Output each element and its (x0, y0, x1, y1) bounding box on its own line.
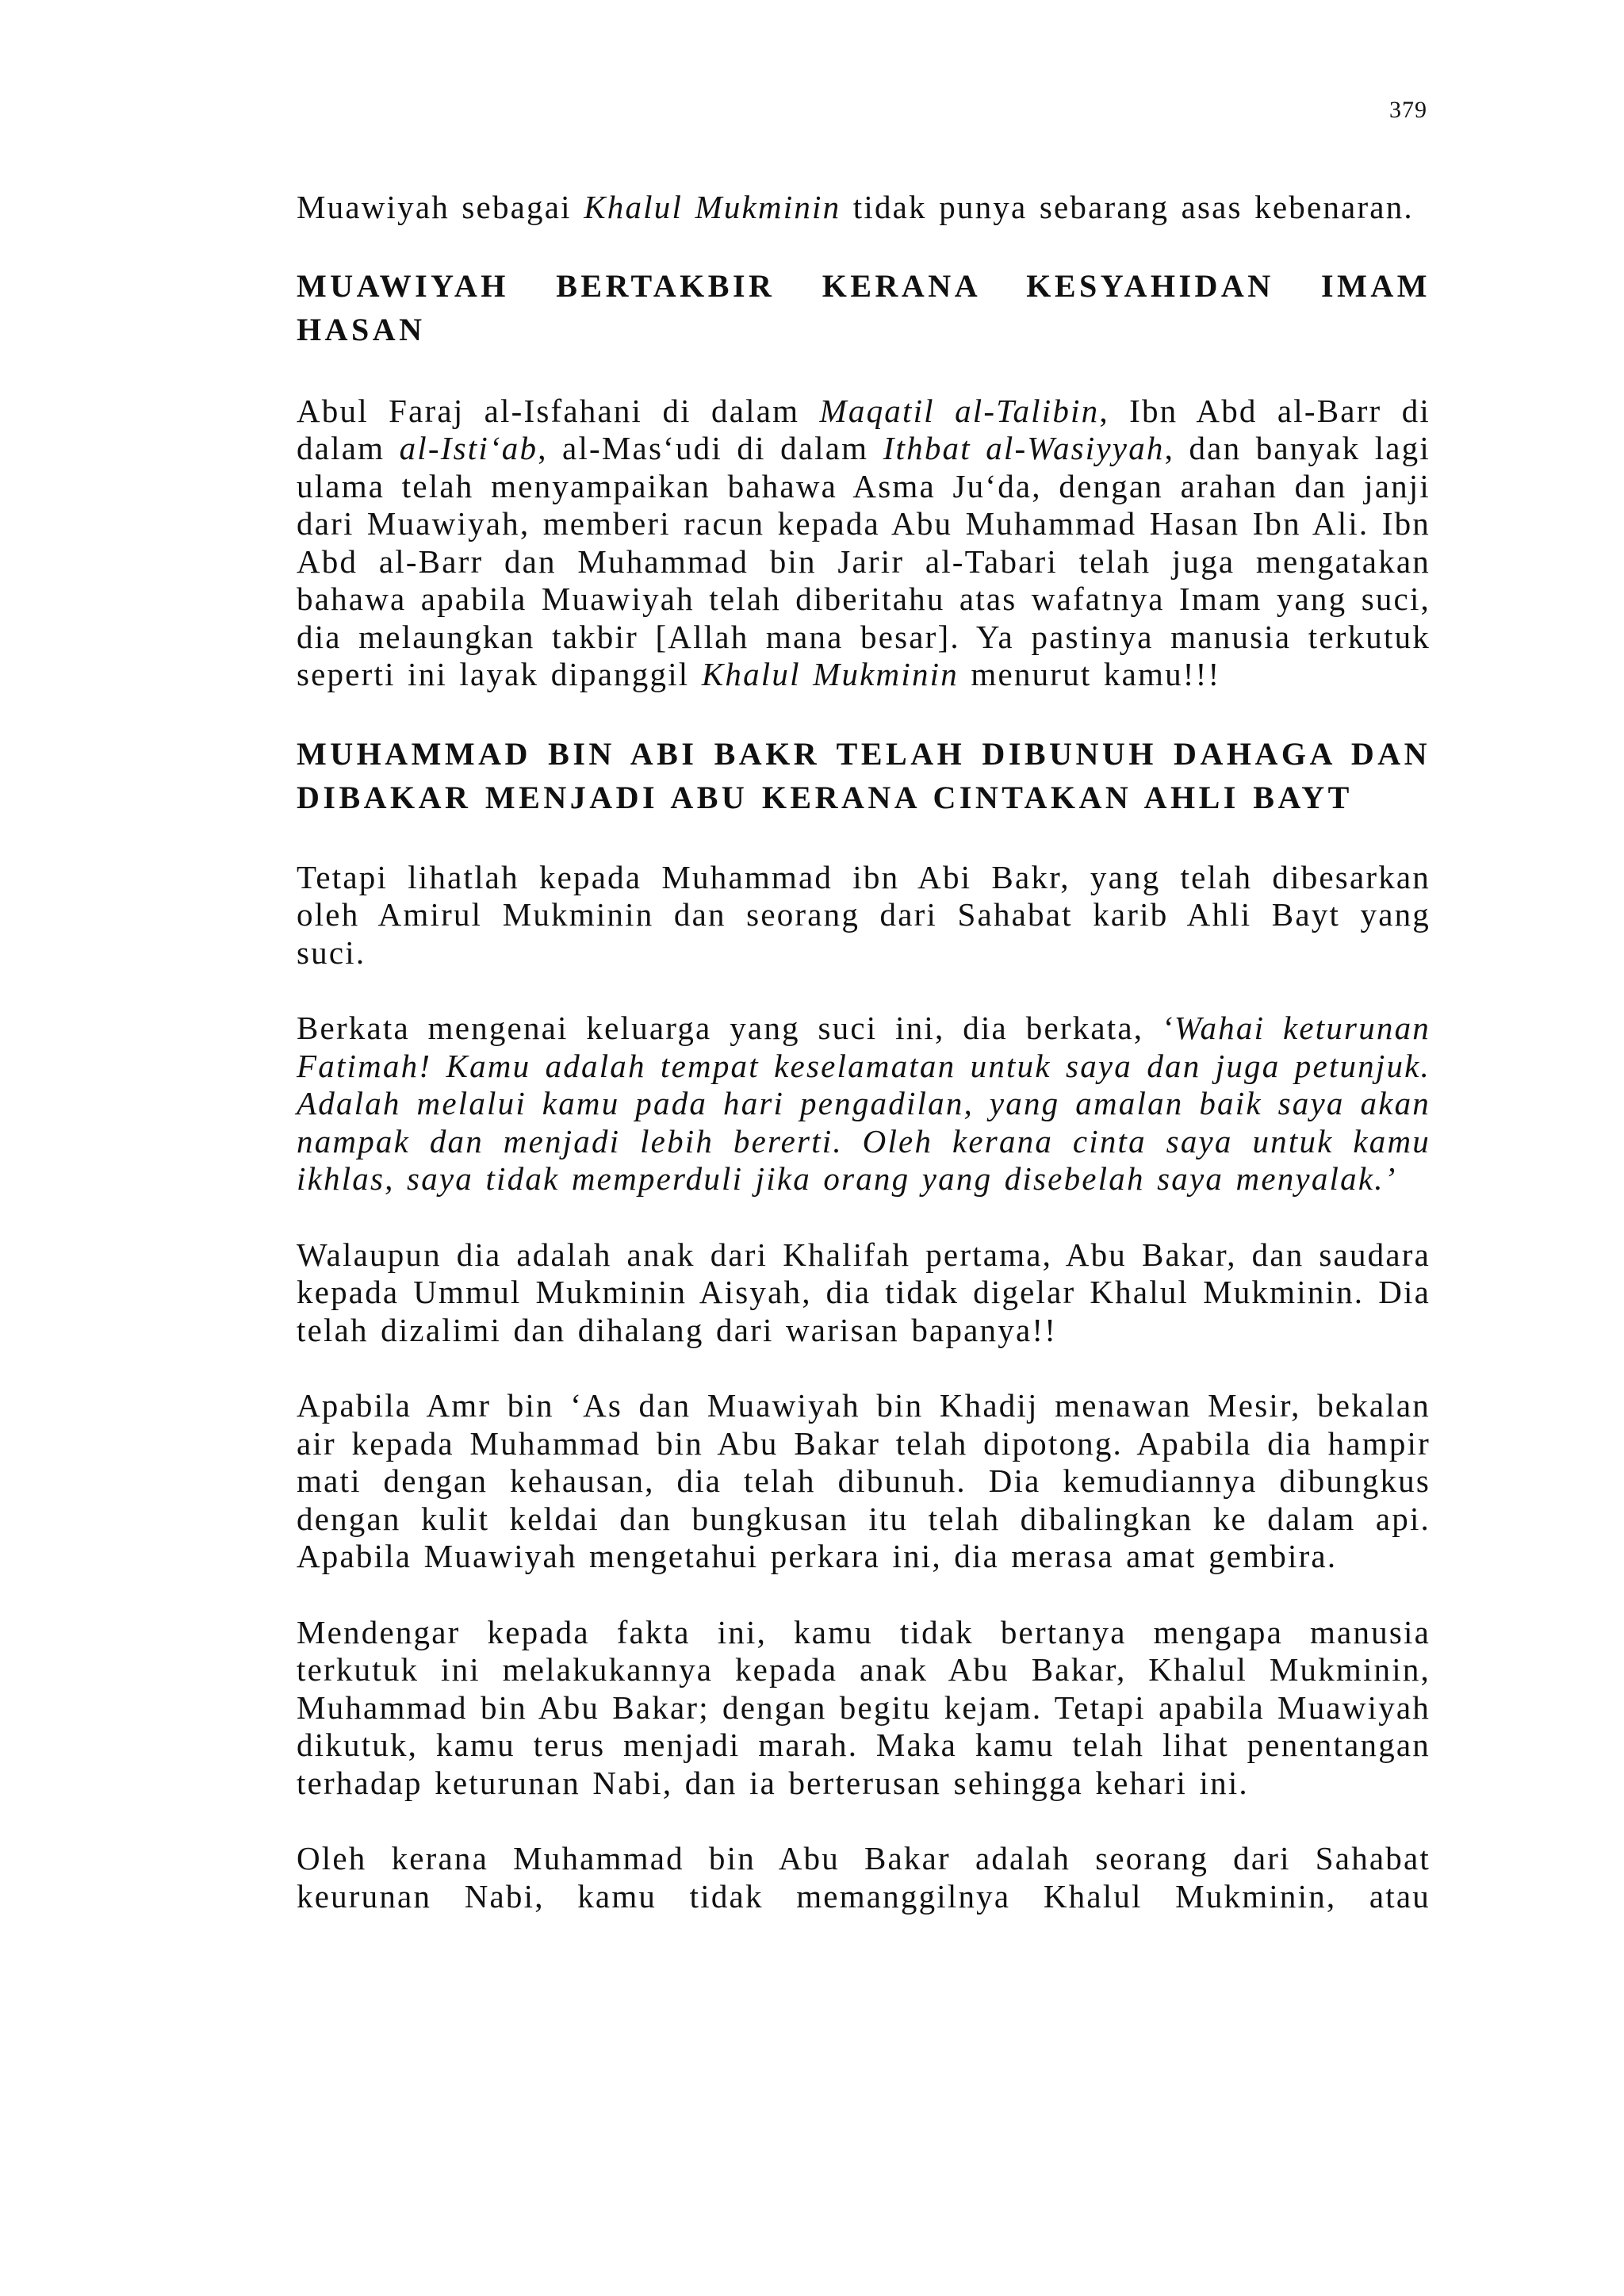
paragraph-5: Walaupun dia adalah anak dari Khalifah pertama, Abu Bakar, dan saudara kepada Ummul Mukminin Aisyah, dia tidak digelar Khalul Mukminin. Dia telah dizalimi dan dihalang dari warisan bapanya!! (297, 1236, 1431, 1348)
book-title: al-Isti‘ab (399, 430, 538, 466)
heading-muhammad: MUHAMMAD BIN ABI BAKR TELAH DIBUNUH DAHAGA DAN DIBAKAR MENJADI ABU KERANA CINTAKAN AHLI BAYT (297, 735, 1431, 815)
book-title: Maqatil al-Talibin (819, 392, 1100, 429)
paragraph-2 (297, 393, 1431, 694)
quote: ‘Wahai keturunan Fatimah! Kamu adalah tempat keselamatan untuk saya dan juga petunjuk. Adalah melalui kamu pada hari pengadilan, yang amalan baik saya akan nampak dan menjadi lebih bererti. Oleh kerana cinta saya untuk kamu ikhlas, saya tidak memperduli jika orang yang disebelah saya menyalak.’ (297, 1010, 1431, 1197)
italic-term: Khalul Mukminin (701, 656, 959, 692)
text: Abul Faraj al-Isfahani di dalam (297, 392, 820, 429)
page-number: 379 (1389, 97, 1427, 123)
paragraph-8: Oleh kerana Muhammad bin Abu Bakar adalah seorang dari Sahabat keurunan Nabi, kamu tidak memanggilnya Khalul Mukminin, atau (297, 1840, 1431, 1915)
page-body (297, 189, 1431, 1915)
paragraph-6: Apabila Amr bin ‘As dan Muawiyah bin Khadij menawan Mesir, bekalan air kepada Muhammad bin Abu Bakar telah dipotong. Apabila dia hampir mati dengan kehausan, dia telah dibunuh. Dia kemudiannya dibungkus dengan kulit keldai dan bungkusan itu telah dibalingkan ke dalam api. Apabila Muawiyah mengetahui perkara ini, dia merasa amat gembira. (297, 1387, 1431, 1574)
text: , dan banyak lagi ulama telah menyampaikan bahawa Asma Ju‘da, dengan arahan dan janji dari Muawiyah, memberi racun kepada Abu Muhammad Hasan Ibn Ali. Ibn Abd al-Barr dan Muhammad bin Jarir al-Tabari telah juga mengatakan bahawa apabila Muawiyah telah diberitahu atas wafatnya Imam yang suci, dia melaungkan takbir [Allah mana besar]. Ya pastinya manusia terkutuk seperti ini layak dipanggil (297, 430, 1431, 692)
paragraph-7: Mendengar kepada fakta ini, kamu tidak bertanya mengapa manusia terkutuk ini melakukannya kepada anak Abu Bakar, Khalul Mukminin, Muhammad bin Abu Bakar; dengan begitu kejam. Tetapi apabila Muawiyah dikutuk, kamu terus menjadi marah. Maka kamu telah lihat penentangan terhadap keturunan Nabi, dan ia berterusan sehingga kehari ini. (297, 1613, 1431, 1801)
text: Muawiyah sebagai (297, 189, 584, 225)
text: , al-Mas‘udi di dalam (538, 430, 883, 466)
text: menurut kamu!!! (958, 656, 1221, 692)
book-title: Ithbat al-Wasiyyah (883, 430, 1165, 466)
text: Berkata mengenai keluarga yang suci ini, dia berkata, (297, 1010, 1162, 1046)
heading-takbir: MUAWIYAH BERTAKBIR KERANA KESYAHIDAN IMAM HASAN (297, 267, 1431, 347)
paragraph-4 (297, 1010, 1431, 1198)
paragraph-1 (297, 189, 1431, 227)
text: tidak punya sebarang asas kebenaran. (841, 189, 1414, 225)
italic-term: Khalul Mukminin (584, 189, 841, 225)
paragraph-3: Tetapi lihatlah kepada Muhammad ibn Abi Bakr, yang telah dibesarkan oleh Amirul Mukminin dan seorang dari Sahabat karib Ahli Bayt yang suci. (297, 858, 1431, 971)
text: , Ibn Abd al-Barr di dalam (297, 392, 1431, 466)
